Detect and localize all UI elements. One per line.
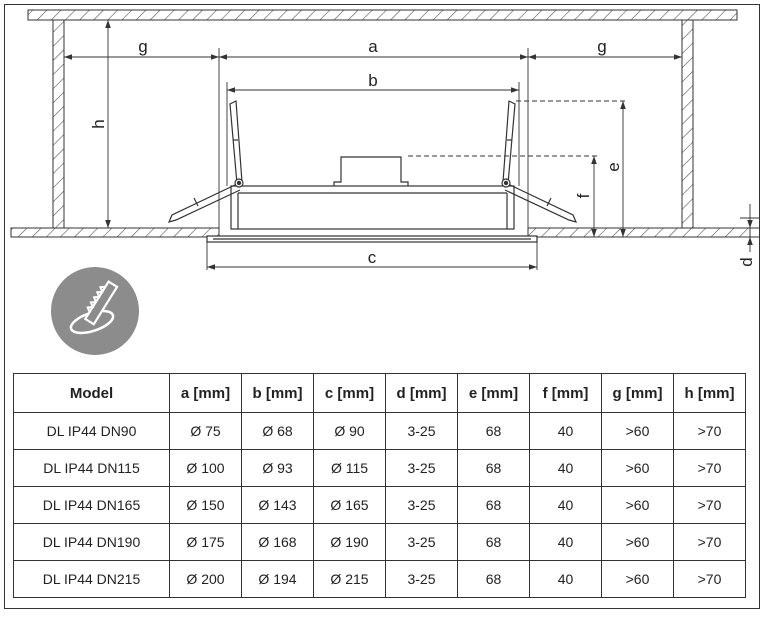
value-cell: Ø 175 — [170, 524, 242, 561]
table-row — [14, 561, 746, 598]
value-cell: 3-25 — [386, 524, 458, 561]
column-header: h [mm] — [674, 374, 746, 413]
value-cell: 68 — [458, 413, 530, 450]
column-header: Model — [14, 374, 170, 413]
value-cell: 40 — [530, 524, 602, 561]
value-cell: >60 — [602, 561, 674, 598]
dim-label-d: d — [737, 257, 756, 267]
value-cell: Ø 75 — [170, 413, 242, 450]
dim-label-c: c — [367, 248, 377, 267]
value-cell: >70 — [674, 413, 746, 450]
value-cell: 40 — [530, 487, 602, 524]
value-cell: Ø 68 — [242, 413, 314, 450]
dim-label-h: h — [89, 119, 108, 129]
column-header: b [mm] — [242, 374, 314, 413]
value-cell: >60 — [602, 450, 674, 487]
value-cell: Ø 90 — [314, 413, 386, 450]
downlight-fixture — [169, 101, 576, 242]
value-cell: 68 — [458, 524, 530, 561]
value-cell: Ø 190 — [314, 524, 386, 561]
dim-label-f: f — [574, 193, 593, 199]
column-header: e [mm] — [458, 374, 530, 413]
dim-label-a: a — [368, 37, 378, 56]
value-cell: 68 — [458, 561, 530, 598]
dim-label-g-right: g — [597, 37, 607, 56]
dashed-reference-lines — [408, 101, 628, 156]
table-row — [14, 413, 746, 450]
right-joist — [682, 20, 693, 228]
value-cell: 40 — [530, 413, 602, 450]
table-row — [14, 524, 746, 561]
column-header: g [mm] — [602, 374, 674, 413]
value-cell: Ø 150 — [170, 487, 242, 524]
value-cell: 3-25 — [386, 450, 458, 487]
value-cell: >60 — [602, 487, 674, 524]
value-cell: Ø 143 — [242, 487, 314, 524]
value-cell: 68 — [458, 487, 530, 524]
value-cell: 68 — [458, 450, 530, 487]
hole-saw-cutout-icon — [51, 267, 139, 355]
column-header: c [mm] — [314, 374, 386, 413]
table-row — [14, 487, 746, 524]
model-cell: DL IP44 DN190 — [14, 524, 170, 561]
value-cell: >60 — [602, 413, 674, 450]
value-cell: 40 — [530, 450, 602, 487]
dim-label-g-left: g — [138, 37, 148, 56]
dim-label-b: b — [368, 71, 378, 90]
value-cell: >60 — [602, 524, 674, 561]
value-cell: >70 — [674, 524, 746, 561]
dim-label-e: e — [604, 162, 623, 172]
value-cell: 3-25 — [386, 487, 458, 524]
value-cell: >70 — [674, 561, 746, 598]
column-header: d [mm] — [386, 374, 458, 413]
model-cell: DL IP44 DN115 — [14, 450, 170, 487]
column-header: f [mm] — [530, 374, 602, 413]
value-cell: >70 — [674, 487, 746, 524]
value-cell: Ø 200 — [170, 561, 242, 598]
specs-table — [13, 373, 746, 598]
model-cell: DL IP44 DN215 — [14, 561, 170, 598]
left-joist — [53, 20, 64, 228]
value-cell: Ø 215 — [314, 561, 386, 598]
table-row — [14, 450, 746, 487]
value-cell: Ø 168 — [242, 524, 314, 561]
table-header-row — [14, 374, 746, 413]
value-cell: Ø 93 — [242, 450, 314, 487]
value-cell: Ø 100 — [170, 450, 242, 487]
model-cell: DL IP44 DN165 — [14, 487, 170, 524]
column-header: a [mm] — [170, 374, 242, 413]
value-cell: 3-25 — [386, 561, 458, 598]
value-cell: >70 — [674, 450, 746, 487]
value-cell: Ø 194 — [242, 561, 314, 598]
value-cell: Ø 115 — [314, 450, 386, 487]
top-slab — [28, 10, 737, 20]
value-cell: Ø 165 — [314, 487, 386, 524]
value-cell: 40 — [530, 561, 602, 598]
model-cell: DL IP44 DN90 — [14, 413, 170, 450]
value-cell: 3-25 — [386, 413, 458, 450]
